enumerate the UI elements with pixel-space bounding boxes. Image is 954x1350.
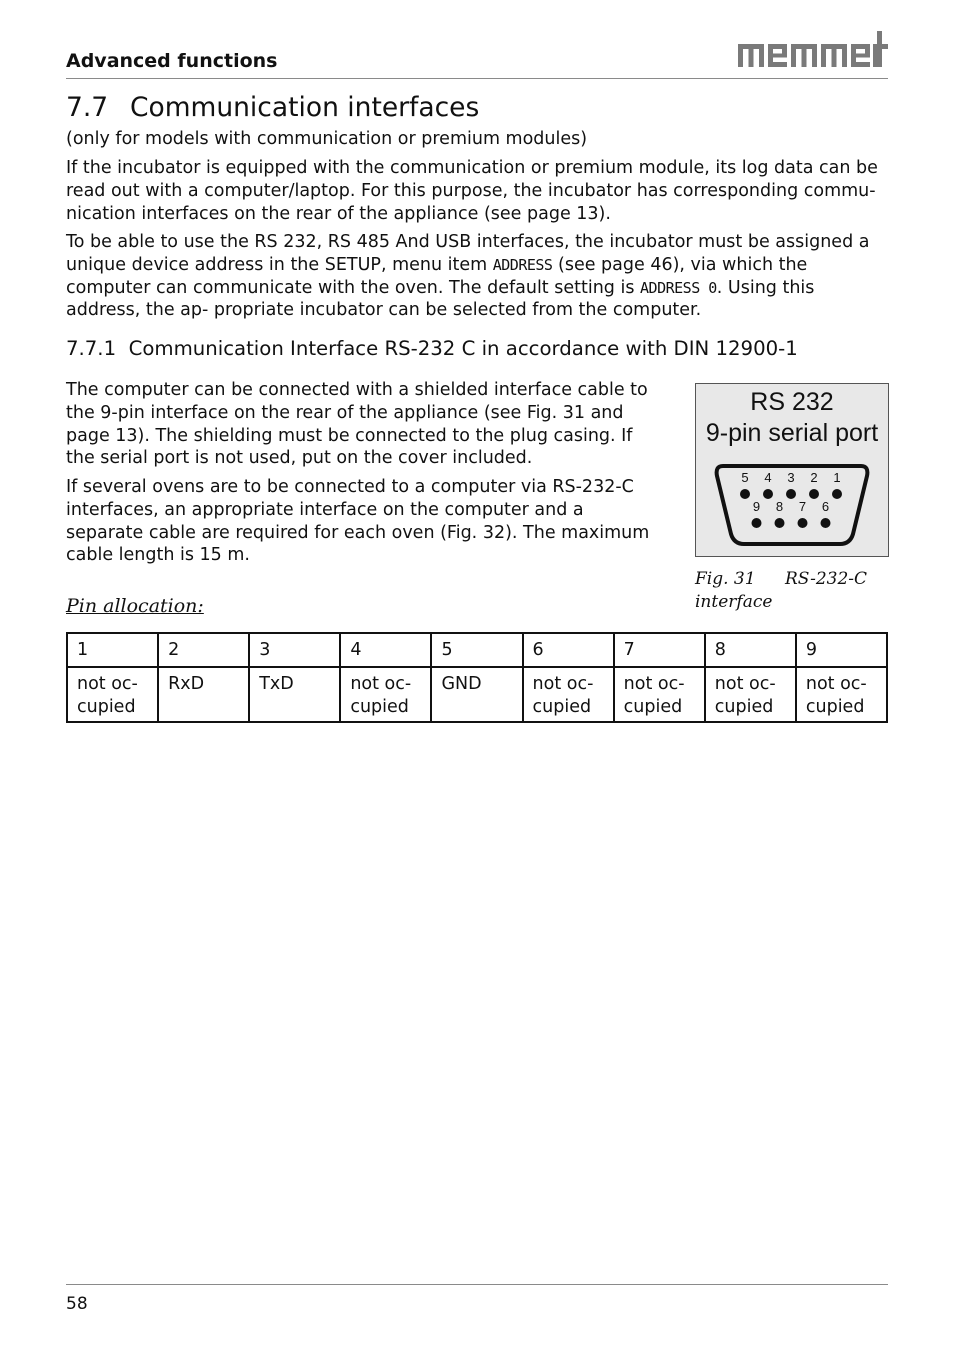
section-heading — [66, 92, 479, 123]
pin-label: 3 — [787, 470, 795, 485]
pin-signal-cell: not oc- cupied — [705, 667, 796, 722]
pin-signal-cell: not oc- cupied — [340, 667, 431, 722]
pin-label: 4 — [764, 470, 772, 485]
db9-connector-icon — [709, 462, 875, 552]
pin-label: 6 — [821, 499, 830, 514]
page-number: 58 — [66, 1294, 88, 1314]
footer-divider — [66, 1284, 888, 1285]
pin-number-cell: 1 — [67, 633, 158, 667]
header-divider — [66, 78, 888, 79]
section-title: Communication interfaces — [130, 92, 480, 123]
pin-signal-cell: not oc- cupied — [67, 667, 158, 722]
pin-label: 8 — [775, 499, 784, 514]
pin-label: 9 — [752, 499, 761, 514]
connect-paragraph: The computer can be connected with a shielded interface cable to the 9-pin interface on the rear of the appliance (see Fig. 31 and page 13). The shielding must be connected to the plug casing. If the serial port is not used, put on the cover included. — [66, 380, 648, 469]
pin-number-cell: 5 — [431, 633, 522, 667]
pin-signal-cell: not oc- cupied — [523, 667, 614, 722]
pin-signal-cell: GND — [431, 667, 522, 722]
pin-signal-cell: RxD — [158, 667, 249, 722]
section-number: 7.7 — [66, 92, 109, 123]
pin-dot — [821, 518, 831, 528]
default-setting: ADDRESS 0 — [640, 278, 717, 297]
pin-label: 7 — [798, 499, 807, 514]
intro-paragraph: If the incubator is equipped with the communication or premium module, its log data can be read out with a computer/laptop. For this purpose, the incubator has corresponding commu- nication interfaces on the rear of the appliance (see page 13). — [66, 158, 878, 224]
subsection-heading — [66, 337, 798, 360]
figure-subtitle: 9-pin serial port — [705, 419, 879, 447]
subsection-title: Communication Interface RS-232 C in accordance with DIN 12900-1 — [128, 337, 798, 360]
address-paragraph — [66, 231, 892, 322]
address-text-part2: (see page 46), via which the computer can communicate with the oven. The default setting is — [66, 254, 808, 298]
pin-number-cell: 8 — [705, 633, 796, 667]
pin-label: 1 — [833, 470, 841, 485]
section-label: Advanced functions — [66, 50, 278, 72]
pin-signal-cell: TxD — [249, 667, 340, 722]
figure-number: Fig. 31 — [695, 569, 756, 589]
pin-dot — [798, 518, 808, 528]
pin-dot — [809, 489, 819, 499]
pin-dot — [763, 489, 773, 499]
pin-dot — [752, 518, 762, 528]
pin-dot — [775, 518, 785, 528]
subsection-number: 7.7.1 — [66, 337, 117, 360]
pin-allocation-table — [66, 632, 888, 723]
menu-item-address: ADDRESS — [492, 255, 553, 274]
pin-signal-row — [67, 667, 887, 722]
pin-signal-cell: not oc- cupied — [614, 667, 705, 722]
pin-number-cell: 7 — [614, 633, 705, 667]
address-text-part1: To be able to use the RS 232, RS 485 And USB interfaces, the incubator must be assigned a unique device address in the SETUP, menu item — [66, 232, 870, 275]
pin-number-row — [67, 633, 887, 667]
pin-number-cell: 3 — [249, 633, 340, 667]
figure-caption — [695, 568, 895, 613]
memmert-logo — [738, 30, 888, 72]
several-ovens-paragraph: If several ovens are to be connected to a computer via RS-232-C interfaces, an appropriate interface on the computer and a separate cable are required for each oven (Fig. 32). The maximum cable length is 15 m. — [66, 477, 650, 566]
pin-number-cell: 6 — [523, 633, 614, 667]
pin-dot — [832, 489, 842, 499]
pin-label: 5 — [741, 470, 749, 485]
rs232-figure — [695, 383, 889, 557]
pin-signal-cell: not oc- cupied — [796, 667, 887, 722]
figure-title: RS 232 — [750, 388, 834, 416]
pin-dot — [786, 489, 796, 499]
pin-allocation-label: Pin allocation: — [66, 595, 204, 617]
figure-caption-text: RS-232-C interface — [695, 569, 868, 612]
pin-label: 2 — [810, 470, 818, 485]
address-text-part3: . Using this address, the ap- propriate incubator can be selected from the computer. — [66, 277, 815, 321]
scope-note: (only for models with communication or premium modules) — [66, 129, 588, 149]
pin-number-cell: 9 — [796, 633, 887, 667]
pin-number-cell: 4 — [340, 633, 431, 667]
pin-number-cell: 2 — [158, 633, 249, 667]
pin-dot — [740, 489, 750, 499]
